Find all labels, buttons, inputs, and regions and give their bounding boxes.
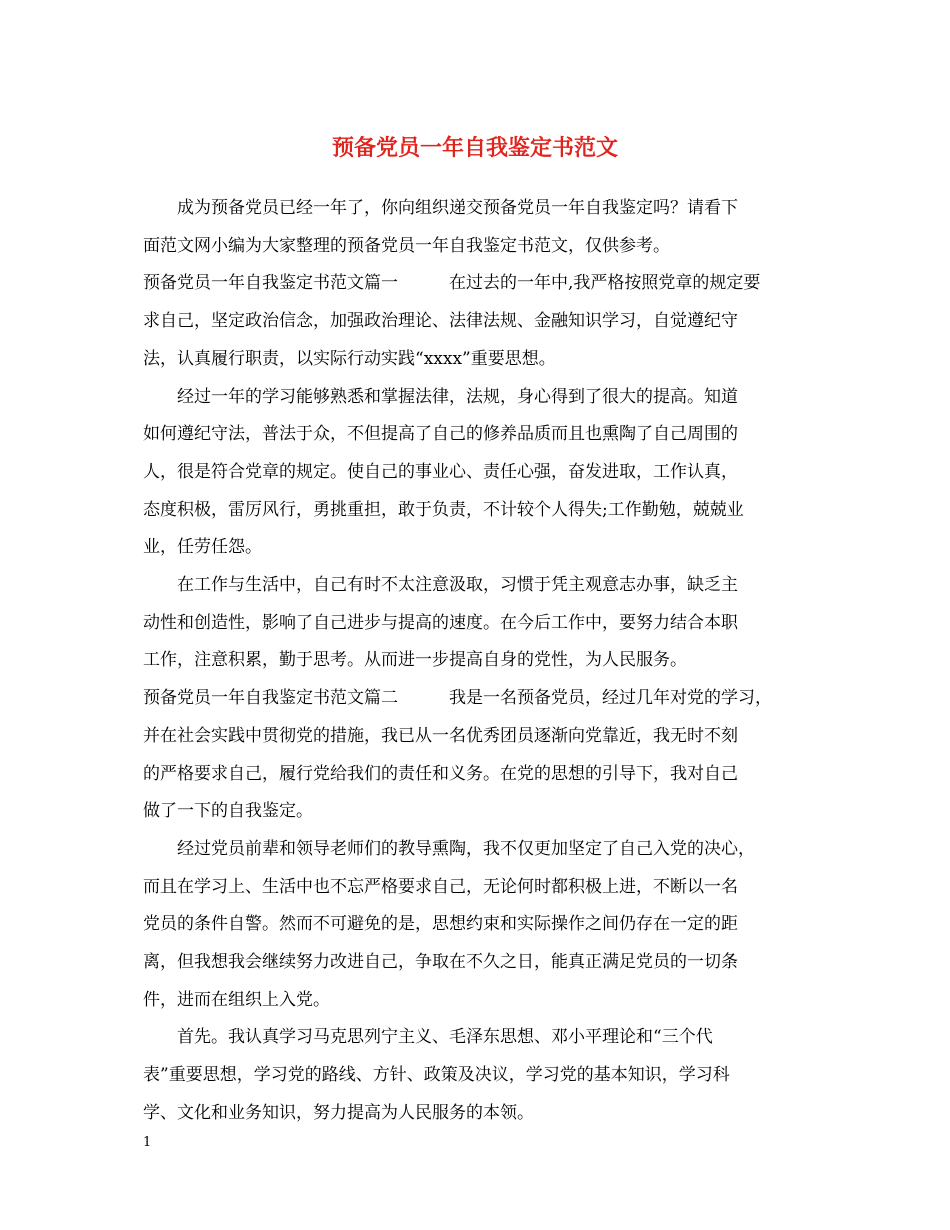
page-number: 1 <box>143 1135 152 1150</box>
text-line: 党员的条件自警。然而不可避免的是，思想约束和实际操作之间仍存在一定的距 <box>143 914 738 935</box>
text-line: 面范文网小编为大家整理的预备党员一年自我鉴定书范文，仅供参考。 <box>143 235 670 256</box>
text-line: 态度积极，雷厉风行，勇挑重担，敢于负责，不计较个人得失;工作勤勉，兢兢业 <box>143 499 744 520</box>
text-line: 求自己，坚定政治信念，加强政治理论、法律法规、金融知识学习，自觉遵纪守 <box>143 311 738 332</box>
text-line: 法，认真履行职责，以实际行动实践“xxxx”重要思想。 <box>143 348 556 369</box>
document-title: 预备党员一年自我鉴定书范文 <box>331 135 618 161</box>
text-line: 工作，注意积累，勤于思考。从而进一步提高自身的党性，为人民服务。 <box>143 650 687 671</box>
text-line: 业，任劳任怨。 <box>143 537 262 558</box>
text-line: 经过一年的学习能够熟悉和掌握法律，法规，身心得到了很大的提高。知道 <box>143 386 738 407</box>
text-line: 在工作与生活中，自己有时不太注意汲取，习惯于凭主观意志办事，缺乏主 <box>143 575 738 595</box>
text-line: 的严格要求自己，履行党给我们的责任和义务。在党的思想的引导下，我对自己 <box>143 763 738 784</box>
text-line: 人，很是符合党章的规定。使自己的事业心、责任心强，奋发进取，工作认真， <box>143 461 738 482</box>
text-line: 预备党员一年自我鉴定书范文篇一 在过去的一年中,我严格按照党章的规定要 <box>143 273 761 294</box>
text-line: 预备党员一年自我鉴定书范文篇二 我是一名预备党员，经过几年对党的学习， <box>143 688 772 709</box>
text-line: 而且在学习上、生活中也不忘严格要求自己，无论何时都积极上进，不断以一名 <box>143 876 738 897</box>
text-line: 首先。我认真学习马克思列宁主义、毛泽东思想、邓小平理论和“三个代 <box>143 1027 713 1048</box>
text-line: 学、文化和业务知识，努力提高为人民服务的本领。 <box>143 1102 534 1123</box>
text-line: 成为预备党员已经一年了，你向组织递交预备党员一年自我鉴定吗？请看下 <box>143 198 738 218</box>
text-line: 表”重要思想，学习党的路线、方针、政策及决议，学习党的基本知识，学习科 <box>143 1065 730 1086</box>
text-line: 离，但我想我会继续努力改进自己，争取在不久之日，能真正满足党员的一切条 <box>143 952 738 972</box>
text-line: 动性和创造性，影响了自己进步与提高的速度。在今后工作中，要努力结合本职 <box>143 612 738 633</box>
text-line: 件，进而在组织上入党。 <box>143 989 330 1010</box>
text-line: 并在社会实践中贯彻党的措施，我已从一名优秀团员逐渐向党靠近，我无时不刻 <box>143 725 738 746</box>
text-line: 如何遵纪守法，普法于众，不但提高了自己的修养品质而且也熏陶了自己周围的 <box>143 424 738 445</box>
text-line: 做了一下的自我鉴定。 <box>143 801 313 822</box>
text-line: 经过党员前辈和领导老师们的教导熏陶，我不仅更加坚定了自己入党的决心， <box>143 838 755 859</box>
